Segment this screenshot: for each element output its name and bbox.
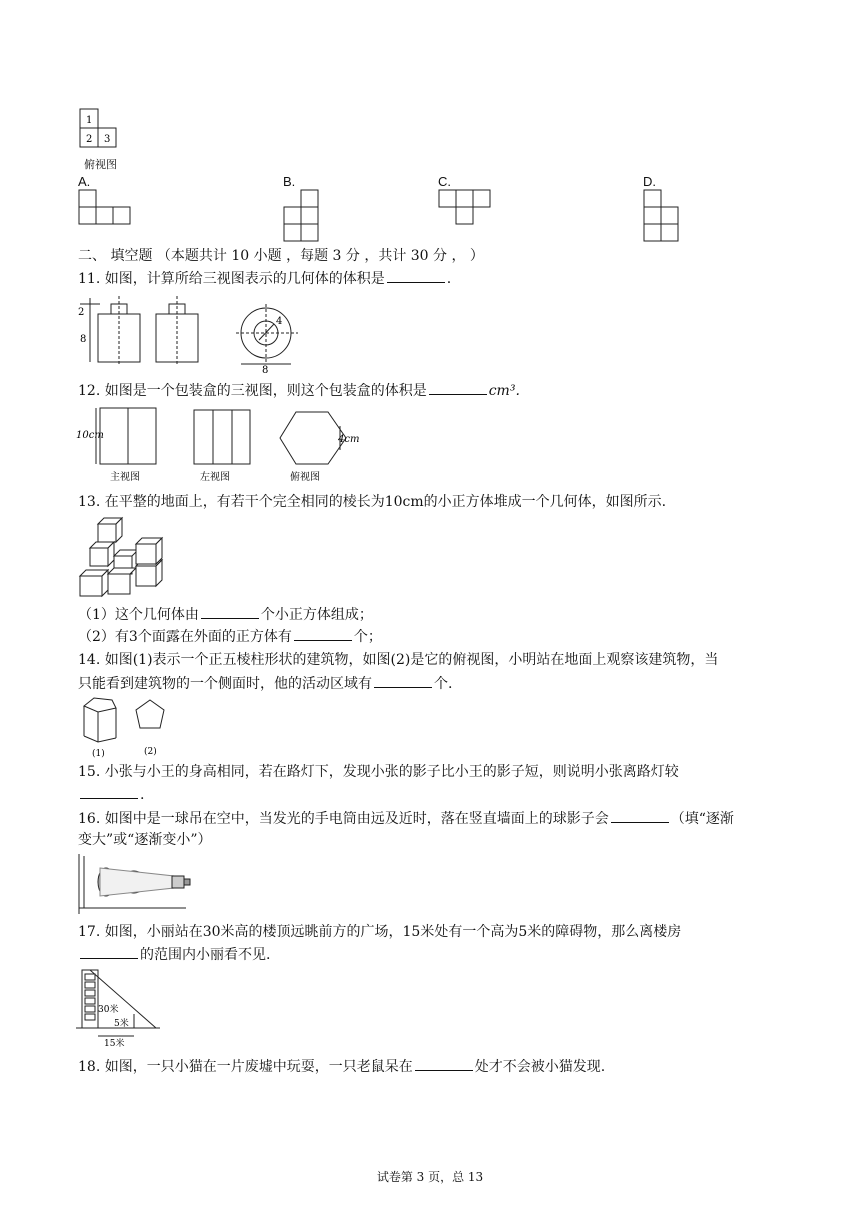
q17-line2 <box>78 944 270 965</box>
option-c-label: C. <box>438 174 451 189</box>
q16-flashlight-figure <box>76 852 196 914</box>
q11-label-4: 4 <box>276 316 283 327</box>
q18-text <box>78 1056 605 1077</box>
top-view-figure <box>78 108 138 152</box>
q13-sub1-blank <box>201 604 259 619</box>
q12-label-4cm: 4cm <box>338 434 360 445</box>
q12-three-views <box>76 406 366 484</box>
q13-sub2-prefix: （2）有3个面露在外面的正方体有 <box>78 629 292 645</box>
q11-label-8b: 8 <box>262 365 269 374</box>
option-b-figure <box>283 189 323 245</box>
q13-sub2-suffix: 个； <box>353 629 382 645</box>
q11-three-views <box>76 296 306 374</box>
q17-building-figure <box>76 968 166 1048</box>
q11-blank <box>387 268 445 283</box>
q17-label-5m: 5米 <box>114 1019 129 1029</box>
q14-prism-figure <box>78 696 188 760</box>
page-footer: 试卷第 3 页，总 13 <box>376 1170 484 1184</box>
q12-blank <box>429 380 487 395</box>
q15-line2 <box>78 784 144 805</box>
q13-cube-figure <box>78 516 170 600</box>
q11-label-2: 2 <box>78 307 85 318</box>
q15-line1: 15. 小张与小王的身高相同，若在路灯下，发现小张的影子比小王的影子短，则说明小张离路灯较 <box>78 764 679 780</box>
q12-suffix: cm³. <box>488 383 520 399</box>
q17-blank <box>80 944 138 959</box>
q13-sub2 <box>78 626 382 647</box>
q12-text <box>78 380 520 401</box>
q17-label-15m: 15米 <box>104 1039 125 1048</box>
q17-label-30m: 30米 <box>98 1005 119 1015</box>
q11-text <box>78 268 451 289</box>
option-a-figure <box>78 189 134 227</box>
q16-blank <box>611 808 669 823</box>
q18-prefix: 18. 如图，一只小猫在一片废墟中玩耍，一只老鼠呆在 <box>78 1059 413 1075</box>
q16-prefix: 16. 如图中是一球吊在空中，当发光的手电筒由远及近时，落在竖直墙面上的球影子会 <box>78 811 609 827</box>
q14-line2-prefix: 只能看到建筑物的一个侧面时，他的活动区域有 <box>78 676 372 692</box>
option-b-label: B. <box>283 174 296 189</box>
q13-sub1-prefix: （1）这个几何体由 <box>78 607 199 623</box>
q15-suffix: . <box>140 787 145 803</box>
q13-sub1-suffix: 个小正方体组成； <box>260 607 373 623</box>
cell-label: 1 <box>86 115 93 126</box>
q17-line1: 17. 如图，小丽站在30米高的楼顶远眺前方的广场，15米处有一个高为5米的障碍物，那么离楼房 <box>78 924 682 940</box>
q14-line2-suffix: 个. <box>434 676 453 692</box>
q14-label-2: (2) <box>144 747 157 757</box>
q16-suffix: （填“逐渐 <box>670 811 734 827</box>
q13-sub1 <box>78 604 373 625</box>
q11-label-8: 8 <box>80 334 87 345</box>
q11-suffix: . <box>446 271 452 287</box>
option-d-figure <box>643 189 683 245</box>
top-view-caption: 俯视图 <box>84 158 117 171</box>
q11-prefix: 11. 如图，计算所给三视图表示的几何体的体积是 <box>78 271 385 287</box>
q12-label-10cm: 10cm <box>76 430 104 441</box>
cell-label: 2 <box>86 134 93 145</box>
q14-label-1: (1) <box>92 749 105 759</box>
option-a-label: A. <box>78 174 91 189</box>
q14-line2 <box>78 673 452 694</box>
cell-label: 3 <box>104 134 111 145</box>
section-header: 二、 填空题 （本题共计 10 小题 ，每题 3 分 ，共计 30 分 ， ） <box>78 248 484 264</box>
q16-line2: 变大”或“逐渐变小”） <box>78 832 212 848</box>
q14-blank <box>374 673 432 688</box>
q13-sub2-blank <box>294 626 352 641</box>
q18-suffix: 处才不会被小猫发现. <box>474 1059 606 1075</box>
q15-blank <box>80 784 138 799</box>
q12-caption-top: 俯视图 <box>290 472 320 483</box>
q14-line1: 14. 如图(1)表示一个正五棱柱形状的建筑物，如图(2)是它的俯视图，小明站在地面上观察该建筑物，当 <box>78 652 719 668</box>
option-d-label: D. <box>643 174 656 189</box>
q18-blank <box>415 1056 473 1071</box>
option-c-figure <box>438 189 494 227</box>
q12-caption-front: 主视图 <box>110 472 140 483</box>
q16-line1 <box>78 808 734 829</box>
q12-prefix: 12. 如图是一个包装盒的三视图，则这个包装盒的体积是 <box>78 383 427 399</box>
q12-caption-left: 左视图 <box>200 472 230 483</box>
q17-suffix: 的范围内小丽看不见. <box>140 947 271 963</box>
q13-text: 13. 在平整的地面上，有若干个完全相同的棱长为10cm的小正方体堆成一个几何体，如图所示. <box>78 494 667 510</box>
